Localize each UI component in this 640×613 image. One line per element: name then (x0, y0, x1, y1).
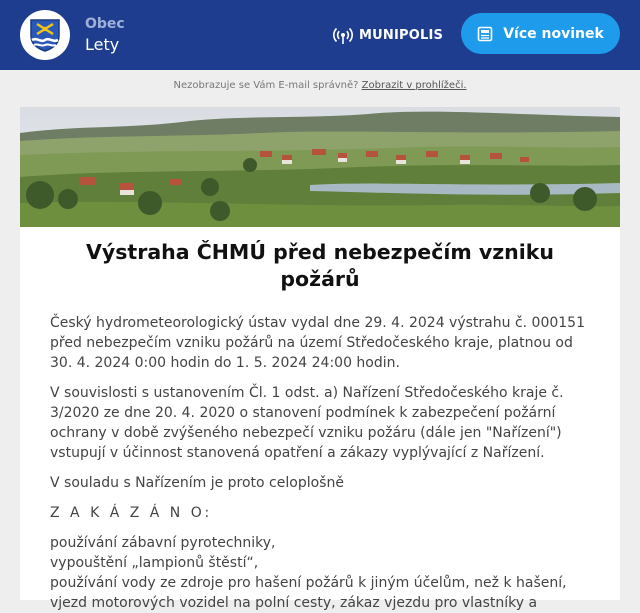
brand-name: MUNIPOLIS (359, 27, 444, 43)
more-news-label: Více novinek (503, 25, 604, 42)
broadcast-icon (333, 25, 353, 45)
banned-heading: Z A K Á Z Á N O: (50, 505, 213, 521)
munipolis-logo[interactable] (333, 24, 443, 46)
village-landscape-image (20, 107, 620, 227)
paragraph-intro: V souladu s Nařízením je proto celoplošně (50, 475, 344, 491)
ban-item: používání zábavní pyrotechniky, (50, 535, 276, 551)
newspaper-icon (477, 26, 493, 42)
article-title: Výstraha ČHMÚ před nebezpečím vzniku požárů (85, 240, 555, 291)
coat-of-arms-icon[interactable] (20, 10, 70, 60)
ban-item: vjezd motorových vozidel na polní cesty, zákaz vjezdu pro vlastníky a (50, 595, 538, 611)
municipality-label: Obec (85, 16, 125, 32)
paragraph-regulation: V souvislosti s ustanovením Čl. 1 odst. a) Nařízení Středočeského kraje č. 3/2020 ze dne 20. 4. 2020 o stanovení podmínek k zabezpečení požární ochrany v době zvýšeného nebezpečí vzniku požáru (dále jen "Nařízení") vstupují v účinnost stanovená opatření a zákazy vyplývající z Nařízení. (50, 385, 564, 461)
article-card (20, 107, 620, 611)
municipality-name: Lety (85, 35, 120, 54)
ban-item: používání vody ze zdroje pro hašení požárů k jiným účelům, než k hašení, (50, 575, 567, 591)
ban-item: vypouštění „lampionů štěstí“, (50, 555, 259, 571)
article-body (50, 313, 595, 613)
preheader-text: Nezobrazuje se Vám E-mail správně? (173, 80, 359, 91)
more-news-button[interactable] (461, 13, 620, 54)
paragraph-warning: Český hydrometeorologický ústav vydal dne 29. 4. 2024 výstrahu č. 000151 před nebezpečím vzniku požárů na území Středočeského kraje, platnou od 30. 4. 2024 0:00 hodin do 1. 5. 2024 24:00 hodin. (50, 315, 585, 371)
header-bar (0, 0, 640, 70)
preheader (0, 80, 640, 91)
view-in-browser-link[interactable]: Zobrazit v prohlížeči. (361, 80, 467, 91)
